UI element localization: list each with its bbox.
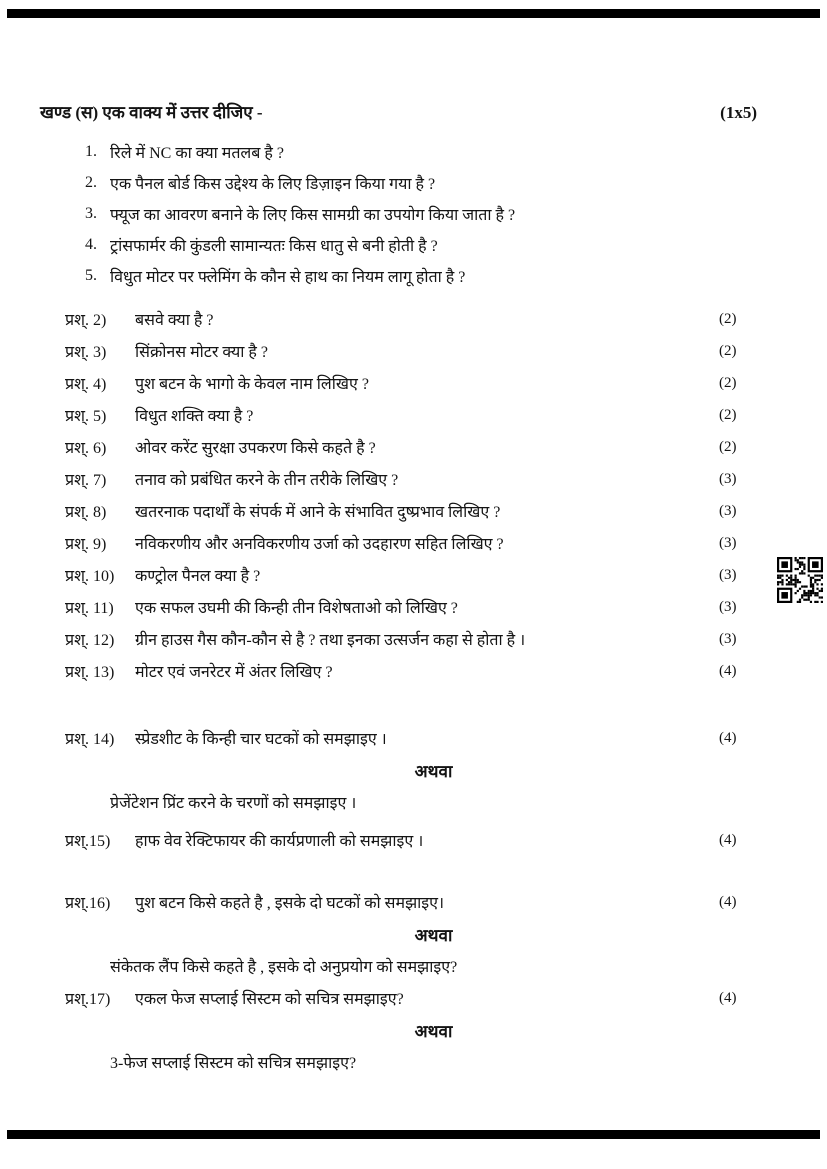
- question-marks: (4): [719, 729, 737, 746]
- one-line-question-row: [40, 136, 757, 167]
- question-row: [40, 886, 757, 918]
- question-text: विधुत शक्ति क्या है ?: [135, 408, 254, 425]
- question-label: प्रश्. 13): [65, 664, 115, 681]
- alternate-question-row: [40, 950, 757, 982]
- question-text: एक पैनल बोर्ड किस उद्देश्य के लिए डिज़ाइन किया गया है ?: [110, 175, 436, 193]
- question-marks: (2): [719, 374, 737, 391]
- question-label: प्रश्. 10): [65, 568, 115, 585]
- question-text: नविकरणीय और अनविकरणीय उर्जा को उदहारण सहित लिखिए ?: [135, 536, 504, 553]
- question-row: [40, 431, 757, 463]
- qr-code: [777, 557, 823, 603]
- or-label: अथवा: [414, 1021, 453, 1041]
- question-label: प्रश्. 3): [65, 344, 107, 361]
- page-content: [40, 100, 757, 1078]
- question-row: [40, 623, 757, 655]
- question-marks: (4): [719, 989, 737, 1006]
- question-label: प्रश्. 8): [65, 504, 107, 521]
- section-title: खण्ड (स) एक वाक्य में उत्तर दीजिए -: [40, 103, 263, 122]
- or-divider: [40, 918, 757, 950]
- question-text: खतरनाक पदार्थों के संपर्क में आने के संभावित दुष्प्रभाव लिखिए ?: [135, 504, 501, 521]
- question-number: 5.: [85, 266, 97, 284]
- section-marks: (1x5): [720, 103, 757, 122]
- question-text: तनाव को प्रबंधित करने के तीन तरीके लिखिए ?: [135, 472, 399, 489]
- question-text: पुश बटन के भागो के केवल नाम लिखिए ?: [135, 376, 369, 393]
- or-label: अथवा: [414, 761, 453, 781]
- question-marks: (4): [719, 662, 737, 679]
- question-number: 2.: [85, 173, 97, 191]
- question-label: प्रश्. 12): [65, 632, 115, 649]
- one-line-question-row: [40, 198, 757, 229]
- question-row: [40, 335, 757, 367]
- section-header: [40, 100, 757, 123]
- question-row: [40, 399, 757, 431]
- question-label: प्रश्.16): [65, 895, 111, 912]
- question-label: प्रश्. 11): [65, 600, 114, 617]
- question-text: विधुत मोटर पर फ्लेमिंग के कौन से हाथ का नियम लागू होता है ?: [110, 268, 466, 286]
- question-text: स्प्रेडशीट के किन्ही चार घटकों को समझाइए ।: [135, 731, 387, 748]
- one-line-question-row: [40, 167, 757, 198]
- question-marks: (2): [719, 438, 737, 455]
- question-label: प्रश्. 14): [65, 731, 115, 748]
- question-text: प्रेजेंटेशन प्रिंट करने के चरणों को समझाइए ।: [110, 795, 357, 812]
- question-marks: (2): [719, 342, 737, 359]
- or-label: अथवा: [414, 925, 453, 945]
- question-label: प्रश्. 5): [65, 408, 107, 425]
- question-marks: (4): [719, 893, 737, 910]
- question-text: ओवर करेंट सुरक्षा उपकरण किसे कहते है ?: [135, 440, 376, 457]
- question-number: 4.: [85, 235, 97, 253]
- question-text: रिले में NC का क्या मतलब है ?: [110, 144, 285, 162]
- question-marks: (3): [719, 598, 737, 615]
- question-number: 3.: [85, 204, 97, 222]
- question-text: फ्यूज का आवरण बनाने के लिए किस सामग्री का उपयोग किया जाता है ?: [110, 206, 516, 224]
- question-marks: (3): [719, 470, 737, 487]
- question-text: 3-फेज सप्लाई सिस्टम को सचित्र समझाइए?: [110, 1055, 357, 1072]
- question-text: बसवे क्या है ?: [135, 312, 214, 329]
- question-row: [40, 591, 757, 623]
- question-label: प्रश्. 6): [65, 440, 107, 457]
- one-line-question-row: [40, 260, 757, 291]
- question-text: संकेतक लैंप किसे कहते है , इसके दो अनुप्रयोग को समझाइए?: [110, 959, 458, 976]
- question-row: [40, 559, 757, 591]
- question-label: प्रश्. 2): [65, 312, 107, 329]
- question-text: मोटर एवं जनरेटर में अंतर लिखिए ?: [135, 664, 333, 681]
- question-marks: (4): [719, 831, 737, 848]
- question-marks: (3): [719, 534, 737, 551]
- question-number: 1.: [85, 142, 97, 160]
- question-text: कण्ट्रोल पैनल क्या है ?: [135, 568, 261, 585]
- question-marks: (2): [719, 310, 737, 327]
- question-row: [40, 303, 757, 335]
- bottom-border-bar: [7, 1130, 820, 1139]
- question-row: [40, 527, 757, 559]
- question-label: प्रश्. 9): [65, 536, 107, 553]
- question-row: [40, 982, 757, 1014]
- one-line-question-row: [40, 229, 757, 260]
- top-border-bar: [7, 9, 820, 18]
- question-marks: (2): [719, 406, 737, 423]
- question-text: सिंक्रोनस मोटर क्या है ?: [135, 344, 268, 361]
- question-text: ग्रीन हाउस गैस कौन-कौन से है ? तथा इनका उत्सर्जन कहा से होता है ।: [135, 632, 526, 649]
- question-text: ट्रांसफार्मर की कुंडली सामान्यतः किस धातु से बनी होती है ?: [110, 237, 438, 255]
- question-text: एकल फेज सप्लाई सिस्टम को सचित्र समझाइए?: [135, 991, 404, 1008]
- question-marks: (3): [719, 566, 737, 583]
- question-text: हाफ वेव रेक्टिफायर की कार्यप्रणाली को समझाइए ।: [135, 833, 424, 850]
- question-row: [40, 495, 757, 527]
- qr-code-image: [777, 557, 823, 603]
- question-label: प्रश्. 4): [65, 376, 107, 393]
- question-row: [40, 722, 757, 754]
- question-row: [40, 824, 757, 856]
- question-label: प्रश्. 7): [65, 472, 107, 489]
- question-row: [40, 655, 757, 687]
- question-list: [40, 303, 757, 1078]
- question-row: [40, 367, 757, 399]
- question-row: [40, 463, 757, 495]
- question-marks: (3): [719, 630, 737, 647]
- alternate-question-row: [40, 786, 757, 818]
- question-marks: (3): [719, 502, 737, 519]
- one-line-question-list: [40, 136, 757, 291]
- question-label: प्रश्.17): [65, 991, 111, 1008]
- or-divider: [40, 1014, 757, 1046]
- alternate-question-row: [40, 1046, 757, 1078]
- question-text: एक सफल उघमी की किन्ही तीन विशेषताओ को लिखिए ?: [135, 600, 458, 617]
- question-label: प्रश्.15): [65, 833, 111, 850]
- question-text: पुश बटन किसे कहते है , इसके दो घटकों को समझाइए।: [135, 895, 445, 912]
- or-divider: [40, 754, 757, 786]
